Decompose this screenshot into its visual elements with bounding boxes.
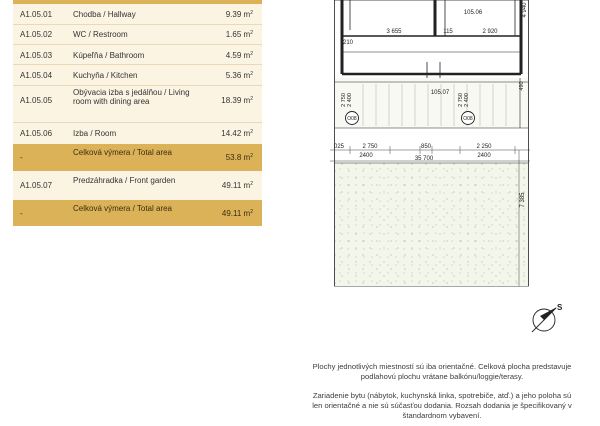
note-line: len orientačné a nie sú súčasťou dodania. Rozsah dodania je špecifikovaný v [312,401,572,411]
room-number-10507: 105.07 [430,90,450,96]
note-line: Plochy jednotlivých miestností sú iba orientačné. Celková plocha predstavuje [312,362,572,371]
room-area: 49.11 $m^2$ [221,181,253,190]
terrace-area [335,78,528,128]
dimension-35700: 35 700 [414,156,434,162]
room-code: - [20,209,23,218]
room-area: 5.36 $m^2$ [225,71,253,80]
room-name: Obývacia izba s jedálňou / Living room with dining area [73,88,190,106]
room-name: WC / Restroom [73,30,128,39]
door-marker-left [346,112,359,125]
room-name: Predzáhradka / Front garden [73,176,176,185]
room-area: 53.8 $m^2$ [225,153,253,162]
room-name: Celková výmera / Total area [73,204,173,213]
note-line: Zariadenie bytu (nábytok, kuchynská linka, spotrebiče, atď.) a jeho poloha sú [312,391,572,400]
table-row [13,4,262,25]
dimension-2920: 2 920 [482,29,498,35]
note-line: štandardnom vybavení. [402,411,482,421]
room-code: A1.05.01 [20,10,53,19]
dimension-210: 210 [342,40,354,46]
room-code: A1.05.06 [20,129,53,138]
room-name: Celková výmera / Total area [73,148,173,157]
dimension-850: 850 [420,144,432,150]
door-dimension-left-2: 2 400 [347,93,353,107]
room-area: 14.42 $m^2$ [221,129,253,138]
room-code: A1.05.05 [20,96,53,105]
door-dimension-right-2: 2 400 [464,93,470,107]
door-marker-right [462,112,475,125]
room-area: 1.65 $m^2$ [225,30,253,39]
door-dimension-left-1: 2 750 [341,93,347,107]
room-name: Izba / Room [73,129,117,138]
note-furnishing-disclaimer [292,391,592,422]
room-code: A1.05.04 [20,71,53,80]
dimension-2250: 2 250 [476,144,492,150]
room-area: 18.39 $m^2$ [221,96,253,105]
room-code: A1.05.07 [20,181,53,190]
table-row [13,65,262,86]
room-number-10506: 105.06 [463,10,483,16]
table-row-total [13,144,262,171]
door-dimension-right-1: 2 750 [458,93,464,107]
room-name: Kúpeľňa / Bathroom [73,51,145,60]
north-arrow-compass-icon [532,303,563,332]
room-code: - [20,153,23,162]
table-row [13,171,262,200]
front-garden [335,150,528,286]
room-name: Chodba / Hallway [73,10,136,19]
room-code: A1.05.03 [20,51,53,60]
apartment-interior [342,0,521,78]
room-name: Kuchyňa / Kitchen [73,71,138,80]
dimension-2400-right: 2400 [477,153,491,159]
door-marker-label: O08 [463,116,473,122]
table-row [13,86,262,123]
dimension-7385: 7 385 [520,192,526,208]
room-area: 4.59 $m^2$ [225,51,253,60]
room-area: 49.11 $m^2$ [221,209,253,218]
dimension-2400-left: 2400 [359,153,373,159]
table-row-total [13,200,262,226]
table-row [13,25,262,45]
room-area: 9.39 $m^2$ [225,10,253,19]
dimension-115: 115 [443,29,453,35]
dimension-025: 025 [333,144,345,150]
note-area-disclaimer [292,362,592,382]
room-code: A1.05.02 [20,30,53,39]
note-line: podlahovú plochu vrátane balkónu/loggie/terasy. [360,372,524,382]
dimension-490: 490 [519,81,525,91]
dimension-2750: 2 750 [362,144,378,150]
floor-plan-drawing [290,0,590,345]
table-row [13,123,262,144]
door-marker-label: O08 [347,116,357,122]
compass-letter: S [557,303,563,312]
table-row [13,45,262,65]
dimension-4940: 4 940 [522,2,528,18]
dimension-3655: 3 655 [386,29,402,35]
room-area-table [13,0,262,226]
